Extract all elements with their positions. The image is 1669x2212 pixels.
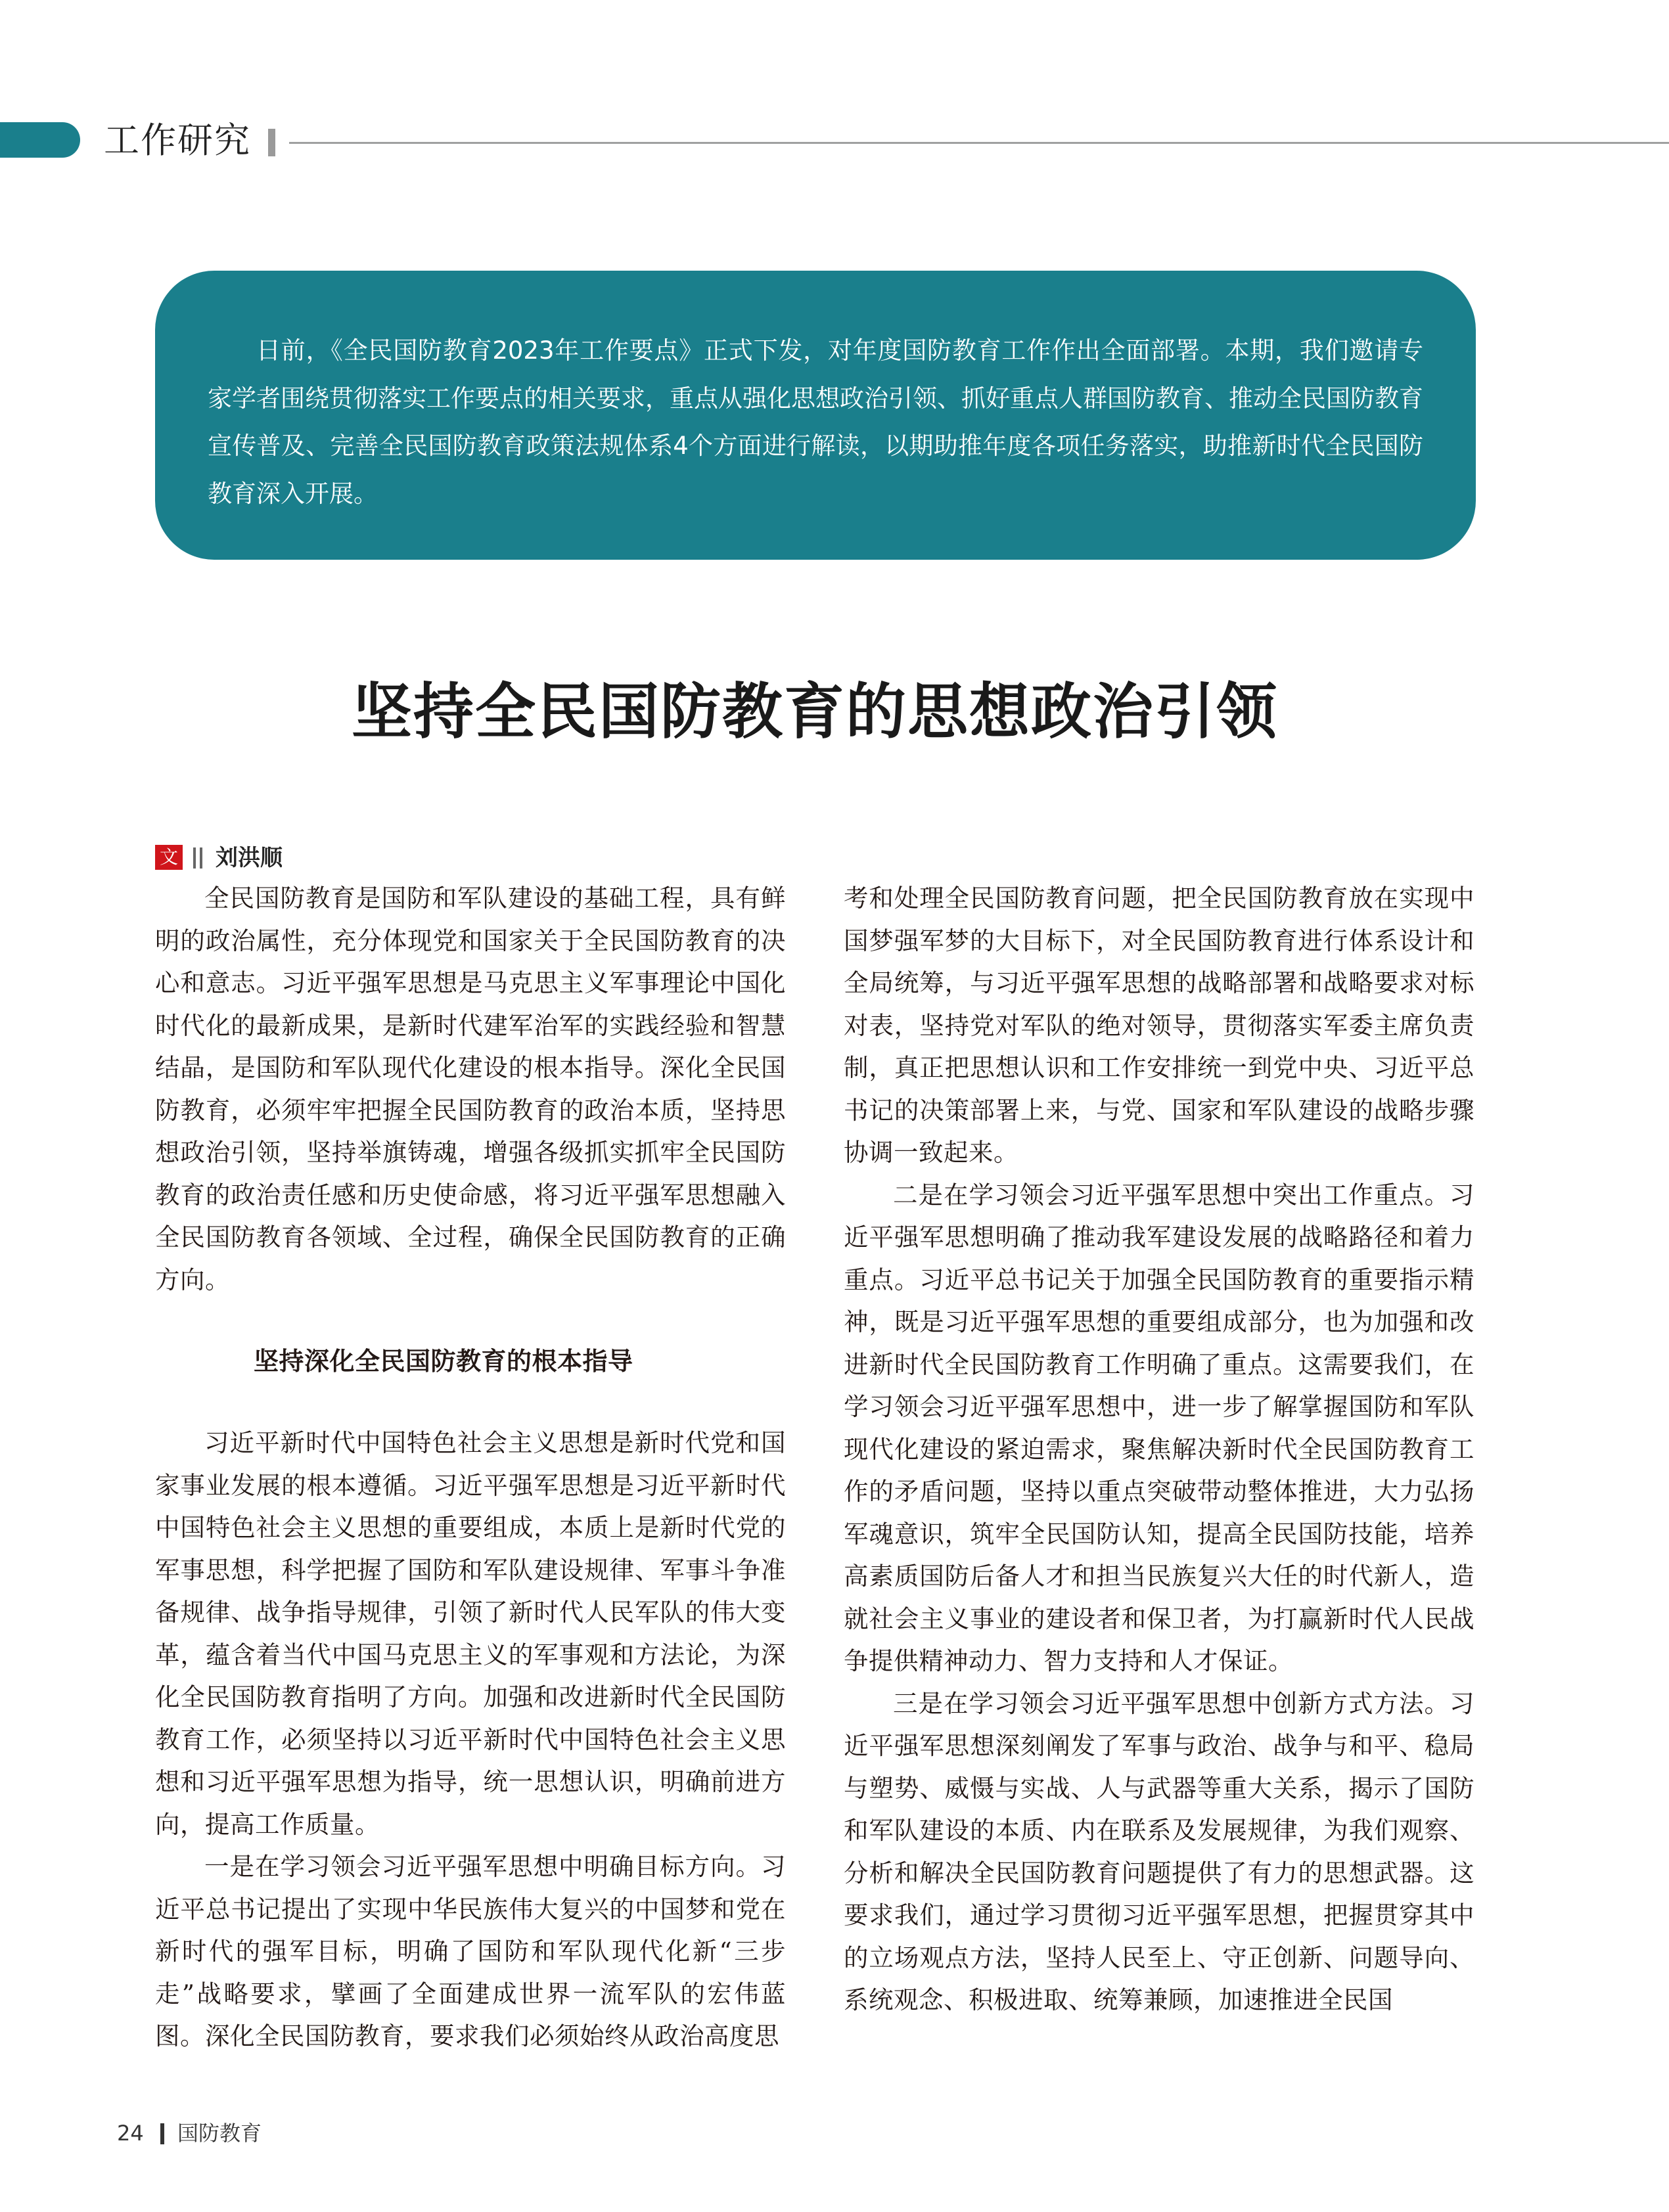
paragraph: 全民国防教育是国防和军队建设的基础工程，具有鲜明的政治属性，充分体现党和国家关于全民国防教育的决心和意志。习近平强军思想是马克思主义军事理论中国化时代化的最新成果，是新时代建军治军的实践经验和智慧结晶，是国防和军队现代化建设的根本指导。深化全民国防教育，必须牢牢把握全民国防教育的政治本质，坚持思想政治引领，坚持举旗铸魂，增强各级抓实抓牢全民国防教育的政治责任感和历史使命感，将习近平强军思想融入全民国防教育各领域、全过程，确保全民国防教育的正确方向。 xyxy=(155,884,786,1294)
footer-divider xyxy=(160,2123,164,2144)
paragraph: 二是在学习领会习近平强军思想中突出工作重点。习近平强军思想明确了推动我军建设发展的战略路径和着力重点。习近平总书记关于加强全民国防教育的重要指示精神，既是习近平强军思想的重要组成部分，也为加强和改进新时代全民国防教育工作明确了重点。这需要我们，在学习领会习近平强军思想中，进一步了解掌握国防和军队现代化建设的紧迫需求，聚焦解决新时代全民国防教育工作的矛盾问题，坚持以重点突破带动整体推进，大力弘扬军魂意识，筑牢全民国防认知，提高全民国防技能，培养高素质国防后备人才和担当民族复兴大任的时代新人，造就社会主义事业的建设者和保卫者，为打赢新时代人民战争提供精神动力、智力支持和人才保证。 xyxy=(844,1180,1475,1675)
magazine-name: 国防教育 xyxy=(177,2121,262,2146)
article-title: 坚持全民国防教育的思想政治引领 xyxy=(351,677,1278,747)
page-number: 24 xyxy=(117,2121,144,2146)
paragraph: 三是在学习领会习近平强军思想中创新方式方法。习近平强军思想深刻阐发了军事与政治、战争与和平、稳局与塑势、威慑与实战、人与武器等重大关系，揭示了国防和军队建设的本质、内在联系及发展规律，为我们观察、分析和解决全民国防教育问题提供了有力的思想武器。这要求我们，通过学习贯彻习近平强军思想，把握贯穿其中的立场观点方法，坚持人民至上、守正创新、问题导向、系统观念、积极进取、统筹兼顾，加速推进全民国 xyxy=(844,1688,1475,2014)
column-right xyxy=(844,877,1475,2021)
intro-box xyxy=(155,271,1476,560)
header-rule xyxy=(289,142,1669,144)
intro-text: 日前，《全民国防教育2023年工作要点》正式下发，对年度国防教育工作作出全面部署。本期，我们邀请专家学者围绕贯彻落实工作要点的相关要求，重点从强化思想政治引领、抓好重点人群国防教育、推动全民国防教育宣传普及、完善全民国防教育政策法规体系4个方面进行解读，以期助推年度各项任务落实，助推新时代全民国防教育深入开展。 xyxy=(208,336,1423,508)
section-divider-bar xyxy=(268,129,275,156)
paragraph-continued: 考和处理全民国防教育问题，把全民国防教育放在实现中国梦强军梦的大目标下，对全民国防教育进行体系设计和全局统筹，与习近平强军思想的战略部署和战略要求对标对表，坚持党对军队的绝对领导，贯彻落实军委主席负责制，真正把思想认识和工作安排统一到党中央、习近平总书记的决策部署上来，与党、国家和军队建设的战略步骤协调一致起来。 xyxy=(844,884,1475,1167)
byline-separator xyxy=(193,847,202,869)
wen-stamp-icon: 文 xyxy=(155,845,183,870)
paragraph: 一是在学习领会习近平强军思想中明确目标方向。习近平总书记提出了实现中华民族伟大复兴的中国梦和党在新时代的强军目标，明确了国防和军队现代化新“三步走”战略要求，擘画了全面建成世界一流军队的宏伟蓝图。深化全民国防教育，要求我们必须始终从政治高度思 xyxy=(155,1852,786,2050)
author-name: 刘洪顺 xyxy=(216,845,283,871)
header-accent-pill xyxy=(0,122,80,158)
column-left xyxy=(155,877,786,2058)
section-label: 工作研究 xyxy=(104,120,251,161)
section-subheading: 坚持深化全民国防教育的根本指导 xyxy=(254,1347,633,1376)
paragraph: 习近平新时代中国特色社会主义思想是新时代党和国家事业发展的根本遵循。习近平强军思想是习近平新时代中国特色社会主义思想的重要组成，本质上是新时代党的军事思想，科学把握了国防和军队建设规律、军事斗争准备规律、战争指导规律，引领了新时代人民军队的伟大变革，蕴含着当代中国马克思主义的军事观和方法论，为深化全民国防教育指明了方向。加强和改进新时代全民国防教育工作，必须坚持以习近平新时代中国特色社会主义思想和习近平强军思想为指导，统一思想认识，明确前进方向，提高工作质量。 xyxy=(155,1428,786,1839)
